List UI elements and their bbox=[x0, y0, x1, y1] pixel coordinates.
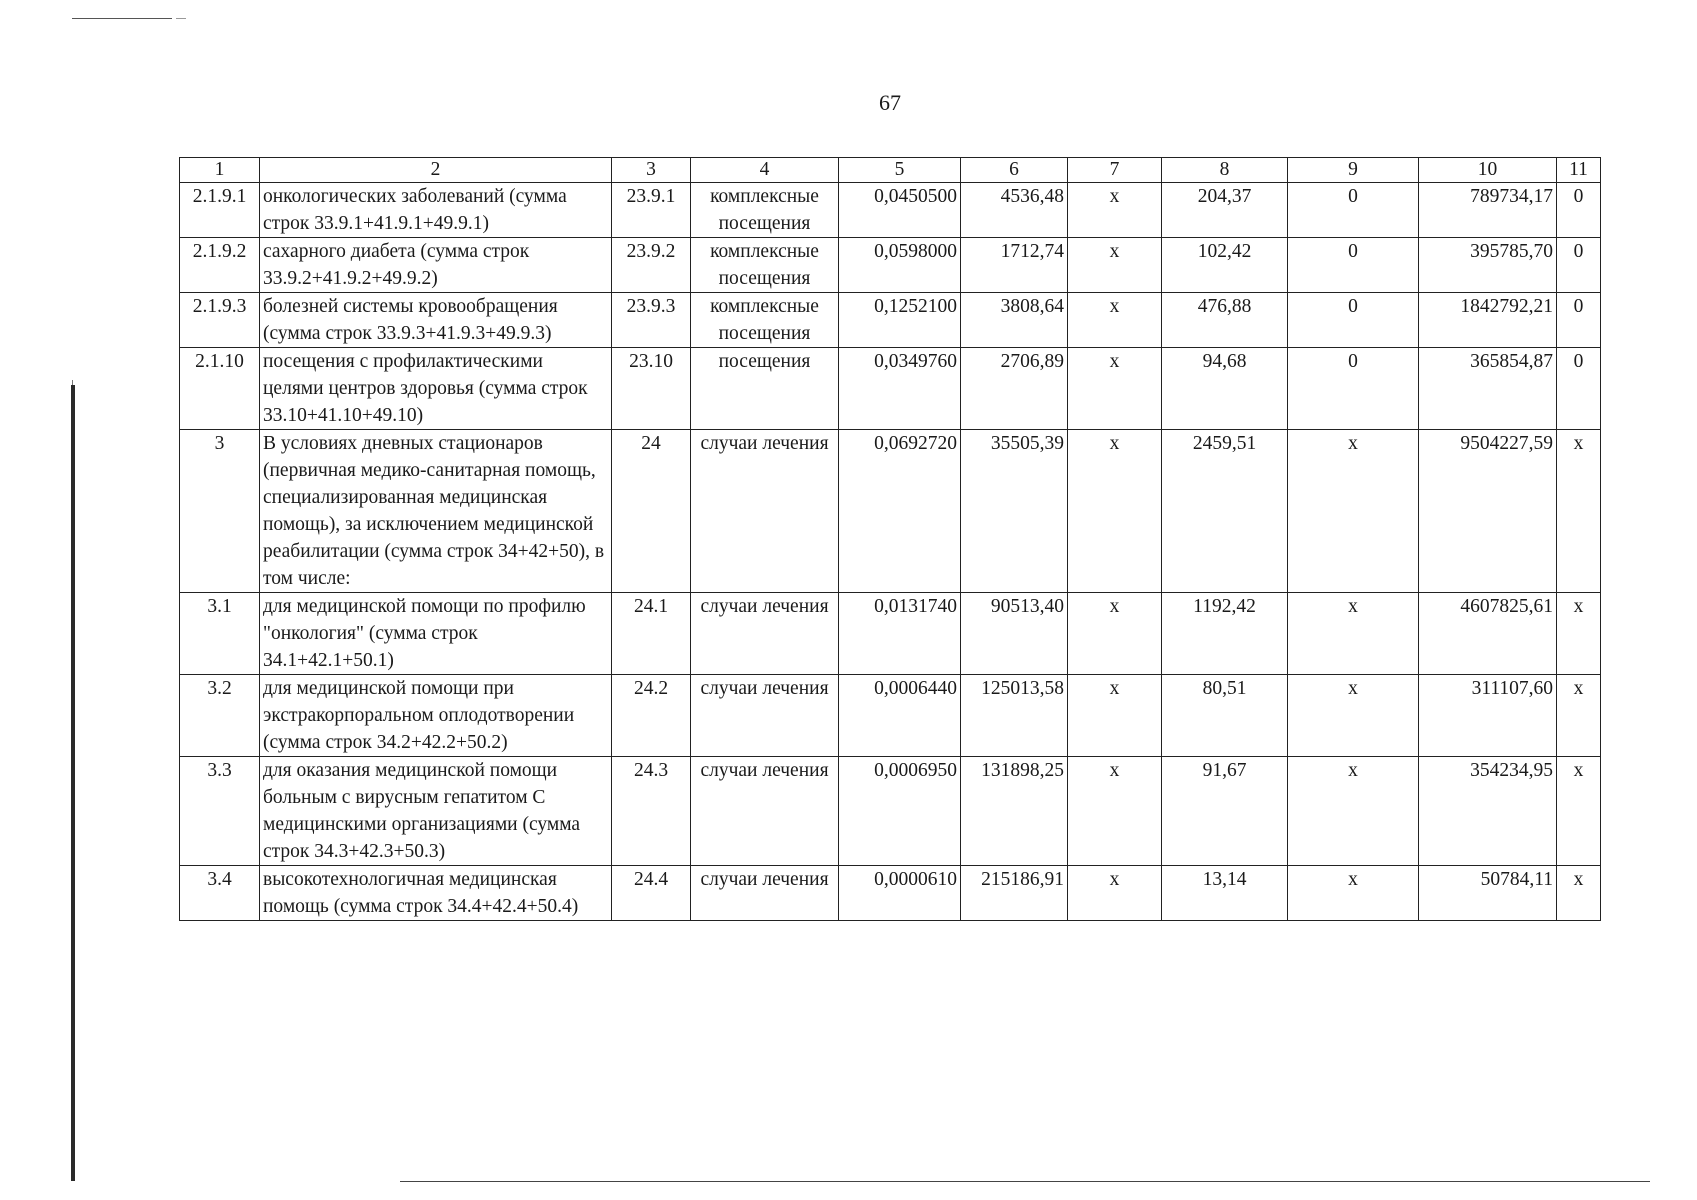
line-code-cell: 23.10 bbox=[612, 348, 691, 430]
line-code-cell: 24.3 bbox=[612, 757, 691, 866]
value-cell-8: 94,68 bbox=[1162, 348, 1288, 430]
table-row bbox=[180, 593, 1601, 675]
value-cell-11: х bbox=[1557, 675, 1601, 757]
value-cell-5: 0,1252100 bbox=[839, 293, 961, 348]
value-cell-10: 365854,87 bbox=[1419, 348, 1557, 430]
indicator-name-cell: для медицинской помощи при экстракорпоральном оплодотворении (сумма строк 34.2+42.2+50.2) bbox=[260, 675, 612, 757]
column-header: 7 bbox=[1068, 158, 1162, 183]
unit-cell: случаи лечения bbox=[691, 757, 839, 866]
table-row bbox=[180, 866, 1601, 921]
data-table bbox=[179, 157, 1601, 921]
value-cell-8: 476,88 bbox=[1162, 293, 1288, 348]
column-header: 4 bbox=[691, 158, 839, 183]
value-cell-6: 1712,74 bbox=[961, 238, 1068, 293]
value-cell-10: 311107,60 bbox=[1419, 675, 1557, 757]
unit-cell: комплексные посещения bbox=[691, 293, 839, 348]
value-cell-5: 0,0598000 bbox=[839, 238, 961, 293]
value-cell-5: 0,0349760 bbox=[839, 348, 961, 430]
row-number-cell: 2.1.9.2 bbox=[180, 238, 260, 293]
scan-artifact-line bbox=[72, 18, 172, 19]
column-header: 6 bbox=[961, 158, 1068, 183]
value-cell-5: 0,0450500 bbox=[839, 183, 961, 238]
indicator-name-cell: онкологических заболеваний (сумма строк 33.9.1+41.9.1+49.9.1) bbox=[260, 183, 612, 238]
table-row bbox=[180, 293, 1601, 348]
value-cell-6: 131898,25 bbox=[961, 757, 1068, 866]
row-number-cell: 3.2 bbox=[180, 675, 260, 757]
value-cell-6: 4536,48 bbox=[961, 183, 1068, 238]
column-header: 8 bbox=[1162, 158, 1288, 183]
column-header: 3 bbox=[612, 158, 691, 183]
unit-cell: случаи лечения bbox=[691, 430, 839, 593]
value-cell-9: 0 bbox=[1288, 293, 1419, 348]
line-code-cell: 23.9.3 bbox=[612, 293, 691, 348]
value-cell-5: 0,0006950 bbox=[839, 757, 961, 866]
value-cell-7: х bbox=[1068, 183, 1162, 238]
value-cell-5: 0,0000610 bbox=[839, 866, 961, 921]
value-cell-9: х bbox=[1288, 866, 1419, 921]
indicator-name-cell: болезней системы кровообращения (сумма строк 33.9.3+41.9.3+49.9.3) bbox=[260, 293, 612, 348]
value-cell-11: 0 bbox=[1557, 348, 1601, 430]
value-cell-6: 3808,64 bbox=[961, 293, 1068, 348]
value-cell-5: 0,0006440 bbox=[839, 675, 961, 757]
indicator-name-cell: для оказания медицинской помощи больным с вирусным гепатитом С медицинскими организациями (сумма строк 34.3+42.3+50.3) bbox=[260, 757, 612, 866]
value-cell-7: х bbox=[1068, 348, 1162, 430]
line-code-cell: 24.2 bbox=[612, 675, 691, 757]
value-cell-6: 2706,89 bbox=[961, 348, 1068, 430]
unit-cell: комплексные посещения bbox=[691, 183, 839, 238]
column-header: 9 bbox=[1288, 158, 1419, 183]
value-cell-9: 0 bbox=[1288, 183, 1419, 238]
table-header-row bbox=[180, 158, 1601, 183]
value-cell-10: 9504227,59 bbox=[1419, 430, 1557, 593]
value-cell-7: х bbox=[1068, 238, 1162, 293]
unit-cell: случаи лечения bbox=[691, 866, 839, 921]
value-cell-10: 4607825,61 bbox=[1419, 593, 1557, 675]
indicator-name-cell: высокотехнологичная медицинская помощь (сумма строк 34.4+42.4+50.4) bbox=[260, 866, 612, 921]
page-number: 67 bbox=[879, 90, 901, 115]
value-cell-9: 0 bbox=[1288, 348, 1419, 430]
value-cell-11: 0 bbox=[1557, 183, 1601, 238]
column-header: 2 bbox=[260, 158, 612, 183]
value-cell-7: х bbox=[1068, 293, 1162, 348]
value-cell-9: 0 bbox=[1288, 238, 1419, 293]
value-cell-10: 50784,11 bbox=[1419, 866, 1557, 921]
value-cell-9: х bbox=[1288, 757, 1419, 866]
value-cell-7: х bbox=[1068, 866, 1162, 921]
indicator-name-cell: сахарного диабета (сумма строк 33.9.2+41.9.2+49.9.2) bbox=[260, 238, 612, 293]
unit-cell: случаи лечения bbox=[691, 675, 839, 757]
value-cell-9: х bbox=[1288, 430, 1419, 593]
value-cell-8: 80,51 bbox=[1162, 675, 1288, 757]
value-cell-10: 354234,95 bbox=[1419, 757, 1557, 866]
row-number-cell: 3 bbox=[180, 430, 260, 593]
value-cell-11: х bbox=[1557, 757, 1601, 866]
value-cell-5: 0,0692720 bbox=[839, 430, 961, 593]
value-cell-11: 0 bbox=[1557, 238, 1601, 293]
unit-cell: случаи лечения bbox=[691, 593, 839, 675]
value-cell-7: х bbox=[1068, 430, 1162, 593]
line-code-cell: 24.1 bbox=[612, 593, 691, 675]
scan-artifact-edge bbox=[71, 385, 75, 1181]
line-code-cell: 23.9.1 bbox=[612, 183, 691, 238]
column-header: 11 bbox=[1557, 158, 1601, 183]
line-code-cell: 24 bbox=[612, 430, 691, 593]
row-number-cell: 2.1.10 bbox=[180, 348, 260, 430]
table-row bbox=[180, 238, 1601, 293]
value-cell-8: 91,67 bbox=[1162, 757, 1288, 866]
value-cell-11: х bbox=[1557, 430, 1601, 593]
unit-cell: посещения bbox=[691, 348, 839, 430]
table-row bbox=[180, 757, 1601, 866]
table-row bbox=[180, 348, 1601, 430]
value-cell-8: 204,37 bbox=[1162, 183, 1288, 238]
value-cell-9: х bbox=[1288, 675, 1419, 757]
indicator-name-cell: посещения с профилактическими целями центров здоровья (сумма строк 33.10+41.10+49.10) bbox=[260, 348, 612, 430]
table-row bbox=[180, 675, 1601, 757]
column-header: 1 bbox=[180, 158, 260, 183]
value-cell-7: х bbox=[1068, 593, 1162, 675]
value-cell-6: 215186,91 bbox=[961, 866, 1068, 921]
value-cell-6: 90513,40 bbox=[961, 593, 1068, 675]
value-cell-6: 35505,39 bbox=[961, 430, 1068, 593]
value-cell-8: 2459,51 bbox=[1162, 430, 1288, 593]
row-number-cell: 3.3 bbox=[180, 757, 260, 866]
row-number-cell: 2.1.9.3 bbox=[180, 293, 260, 348]
row-number-cell: 3.4 bbox=[180, 866, 260, 921]
value-cell-10: 789734,17 bbox=[1419, 183, 1557, 238]
scan-artifact-line bbox=[176, 18, 186, 19]
row-number-cell: 3.1 bbox=[180, 593, 260, 675]
value-cell-8: 102,42 bbox=[1162, 238, 1288, 293]
value-cell-11: х bbox=[1557, 593, 1601, 675]
column-header: 10 bbox=[1419, 158, 1557, 183]
unit-cell: комплексные посещения bbox=[691, 238, 839, 293]
column-header: 5 bbox=[839, 158, 961, 183]
value-cell-6: 125013,58 bbox=[961, 675, 1068, 757]
value-cell-11: 0 bbox=[1557, 293, 1601, 348]
table-row bbox=[180, 183, 1601, 238]
indicator-name-cell: для медицинской помощи по профилю "онкология" (сумма строк 34.1+42.1+50.1) bbox=[260, 593, 612, 675]
value-cell-7: х bbox=[1068, 757, 1162, 866]
value-cell-10: 395785,70 bbox=[1419, 238, 1557, 293]
value-cell-8: 1192,42 bbox=[1162, 593, 1288, 675]
row-number-cell: 2.1.9.1 bbox=[180, 183, 260, 238]
indicator-name-cell: В условиях дневных стационаров (первичная медико-санитарная помощь, специализированная медицинская помощь), за исключением медицинской реабилитации (сумма строк 34+42+50), в том числе: bbox=[260, 430, 612, 593]
line-code-cell: 23.9.2 bbox=[612, 238, 691, 293]
scan-artifact-line bbox=[400, 1181, 1650, 1182]
value-cell-7: х bbox=[1068, 675, 1162, 757]
value-cell-8: 13,14 bbox=[1162, 866, 1288, 921]
value-cell-10: 1842792,21 bbox=[1419, 293, 1557, 348]
value-cell-9: х bbox=[1288, 593, 1419, 675]
table-row bbox=[180, 430, 1601, 593]
value-cell-11: х bbox=[1557, 866, 1601, 921]
line-code-cell: 24.4 bbox=[612, 866, 691, 921]
value-cell-5: 0,0131740 bbox=[839, 593, 961, 675]
